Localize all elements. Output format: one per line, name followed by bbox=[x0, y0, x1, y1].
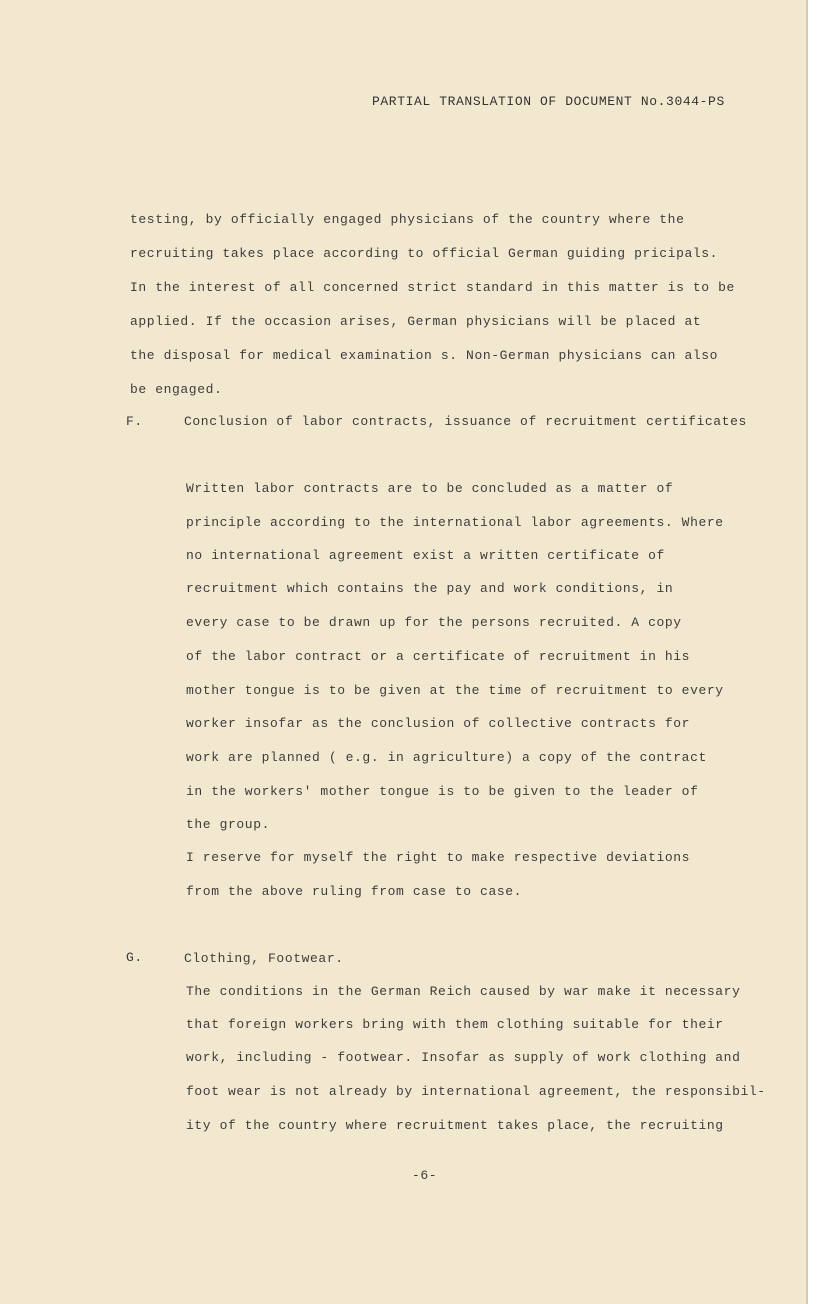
intro-line-5: the disposal for medical examination s. Non-German physicians can also bbox=[130, 348, 719, 363]
section-f-line-8: worker insofar as the conclusion of collective contracts for bbox=[186, 716, 691, 731]
intro-line-1: testing, by officially engaged physicians of the country where the bbox=[130, 212, 685, 227]
section-f-line-2: principle according to the international labor agreements. Where bbox=[186, 515, 724, 530]
section-f-line-5: every case to be drawn up for the persons recruited. A copy bbox=[186, 615, 682, 630]
section-f-letter: F. bbox=[126, 414, 143, 429]
section-f-line-4: recruitment which contains the pay and work conditions, in bbox=[186, 581, 674, 596]
section-g-line-1: The conditions in the German Reich caused by war make it necessary bbox=[186, 984, 741, 999]
section-f-line-6: of the labor contract or a certificate of recruitment in his bbox=[186, 649, 691, 664]
section-f-line-7: mother tongue is to be given at the time of recruitment to every bbox=[186, 683, 724, 698]
section-g-line-4: foot wear is not already by international agreement, the responsibil- bbox=[186, 1084, 766, 1099]
section-f-line-11: the group. bbox=[186, 817, 271, 832]
section-f-line-9: work are planned ( e.g. in agriculture) a copy of the contract bbox=[186, 750, 707, 765]
intro-line-4: applied. If the occasion arises, German physicians will be placed at bbox=[130, 314, 702, 329]
page-number: -6- bbox=[412, 1168, 438, 1183]
section-g-line-3: work, including - footwear. Insofar as supply of work clothing and bbox=[186, 1050, 741, 1065]
section-f-line-1: Written labor contracts are to be concluded as a matter of bbox=[186, 481, 674, 496]
intro-line-3: In the interest of all concerned strict standard in this matter is to be bbox=[130, 280, 735, 295]
section-f-line-3: no international agreement exist a written certificate of bbox=[186, 548, 665, 563]
section-f-line-10: in the workers' mother tongue is to be given to the leader of bbox=[186, 784, 699, 799]
intro-line-6: be engaged. bbox=[130, 382, 223, 397]
section-g-line-5: ity of the country where recruitment takes place, the recruiting bbox=[186, 1118, 724, 1133]
intro-line-2: recruiting takes place according to official German guiding pricipals. bbox=[130, 246, 719, 261]
section-f-heading: Conclusion of labor contracts, issuance of recruitment certificates bbox=[184, 414, 747, 429]
section-g-heading: Clothing, Footwear. bbox=[184, 951, 344, 966]
document-header: PARTIAL TRANSLATION OF DOCUMENT No.3044-PS bbox=[372, 94, 725, 109]
section-g-line-2: that foreign workers bring with them clothing suitable for their bbox=[186, 1017, 724, 1032]
section-f-line-12: I reserve for myself the right to make respective deviations bbox=[186, 850, 691, 865]
section-g-letter: G. bbox=[126, 950, 143, 965]
section-f-line-13: from the above ruling from case to case. bbox=[186, 884, 523, 899]
